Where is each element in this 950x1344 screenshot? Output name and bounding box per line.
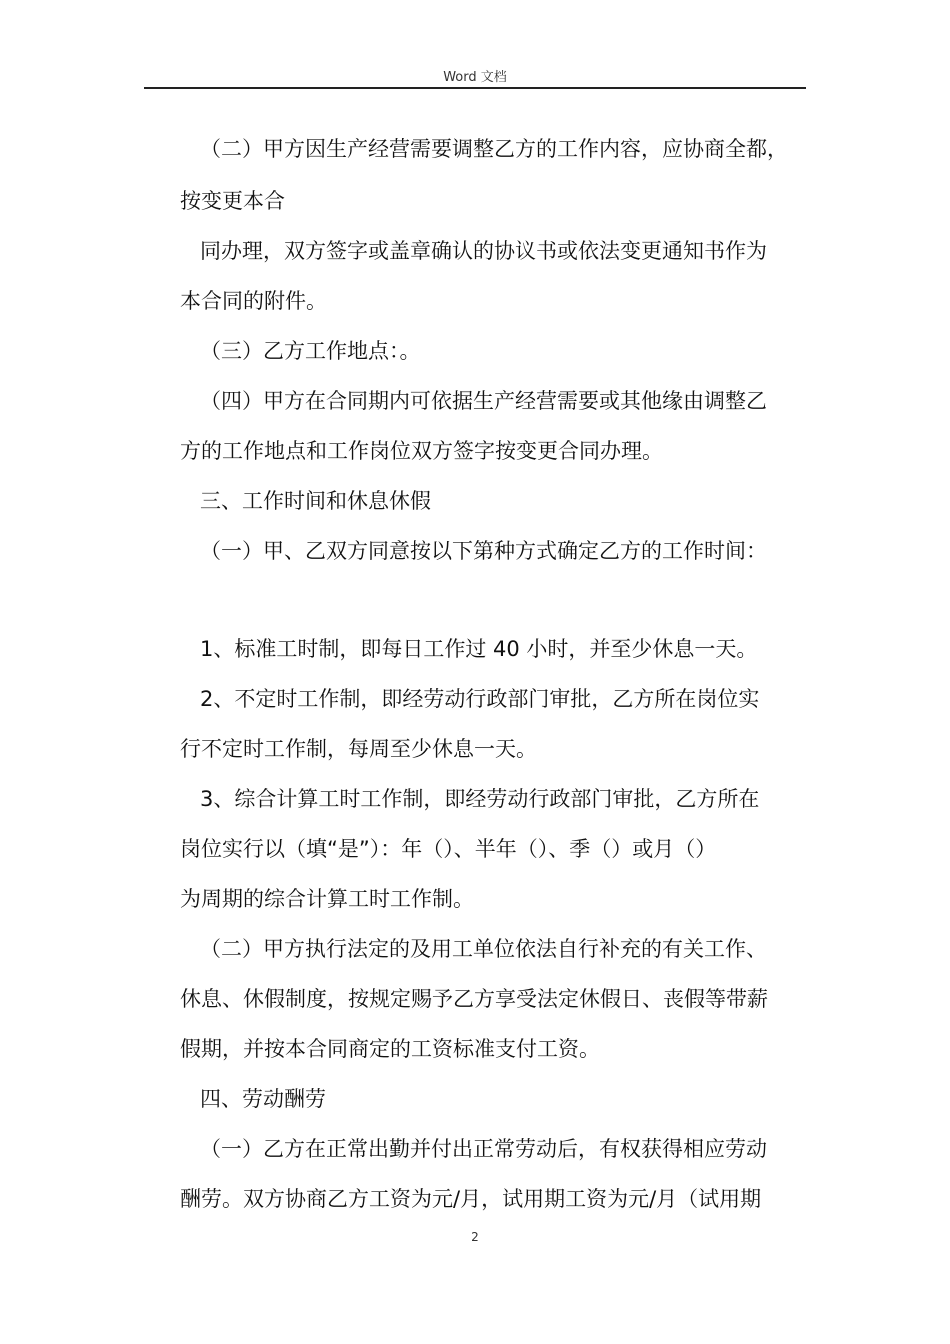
text-line: （四）甲方在合同期内可依据生产经营需要或其他缘由调整乙 [200,389,767,413]
list-item: 1、标准工时制，即每日工作过 40 小时，并至少休息一天。 [200,637,758,661]
text-line: 同办理，双方签字或盖章确认的协议书或依法变更通知书作为 [200,239,767,263]
text-line: 为周期的综合计算工时工作制。 [180,887,474,911]
text-line: 行不定时工作制，每周至少休息一天。 [180,737,537,761]
header-divider [144,87,806,89]
text-line: 休息、休假制度，按规定赐予乙方享受法定休假日、丧假等带薪 [180,987,768,1011]
list-item: 2、不定时工作制，即经劳动行政部门审批，乙方所在岗位实 [200,687,760,711]
list-item: 3、综合计算工时工作制，即经劳动行政部门审批，乙方所在 [200,787,760,811]
text-line: （三）乙方工作地点：。 [200,339,421,363]
text-line: 按变更本合 [180,189,285,213]
page-number: 2 [471,1230,479,1244]
text-line: 本合同的附件。 [180,289,327,313]
section-heading: 三、工作时间和休息休假 [200,489,431,513]
header-title: Word 文档 [443,70,507,85]
text-line: 酬劳。双方协商乙方工资为元/月，试用期工资为元/月（试用期 [180,1187,762,1211]
text-line: 假期，并按本合同商定的工资标准支付工资。 [180,1037,600,1061]
text-line: （二）甲方因生产经营需要调整乙方的工作内容，应协商全都， [200,137,788,161]
text-line: 岗位实行以（填“是”）：年（）、半年（）、季（）或月（） [180,837,717,861]
text-line: 方的工作地点和工作岗位双方签字按变更合同办理。 [180,439,663,463]
text-line: （二）甲方执行法定的及用工单位依法自行补充的有关工作、 [200,937,767,961]
text-line: （一）甲、乙双方同意按以下第种方式确定乙方的工作时间： [200,539,767,563]
section-heading: 四、劳动酬劳 [200,1087,326,1111]
text-line: （一）乙方在正常出勤并付出正常劳动后，有权获得相应劳动 [200,1137,767,1161]
